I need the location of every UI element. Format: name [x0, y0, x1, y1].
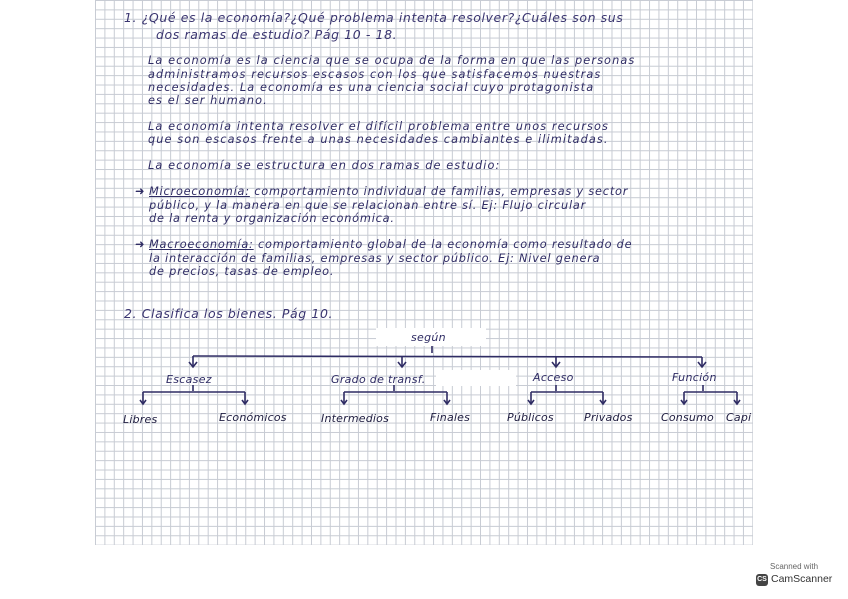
category-escasez: Escasez	[166, 373, 212, 386]
question-1-title-cont: dos ramas de estudio? Pág 10 - 18.	[156, 27, 398, 42]
scanner-caption: Scanned with	[770, 562, 819, 571]
category-funcion: Función	[672, 371, 717, 384]
camscanner-logo-icon: CS	[756, 574, 768, 586]
macro-line-1: comportamiento global de la economía como resultado de	[253, 238, 633, 251]
leaf-finales: Finales	[430, 411, 471, 424]
bullet-arrow-icon: ➜	[135, 238, 146, 251]
question-2-title: 2. Clasifica los bienes. Pág 10.	[124, 306, 334, 321]
paragraph-definition: La economía es la ciencia que se ocupa de la forma en que las personas	[148, 54, 636, 67]
term-microeconomia: Microeconomía:	[149, 185, 250, 198]
leaf-publicos: Públicos	[507, 411, 554, 424]
leaf-consumo: Consumo	[661, 411, 714, 424]
paragraph-problem: La economía intenta resolver el difícil problema entre unos recursos	[148, 120, 610, 133]
micro-line-1: comportamiento individual de familias, empresas y sector	[249, 185, 629, 198]
category-grado-transformacion: Grado de transf.	[331, 373, 426, 386]
term-macroeconomia: Macroeconomía:	[149, 238, 254, 251]
micro-line-3: de la renta y organización económica.	[149, 212, 395, 225]
macro-line-3: de precios, tasas de empleo.	[149, 265, 335, 278]
paragraph-problem: que son escasos frente a unas necesidades cambiantes e ilimitadas.	[148, 133, 609, 146]
paragraph-definition: es el ser humano.	[148, 94, 268, 107]
paragraph-definition: administramos recursos escasos con los que satisfacemos nuestras	[148, 68, 602, 81]
leaf-libres: Libres	[123, 413, 158, 426]
paragraph-definition: necesidades. La economía es una ciencia social cuyo protagonista	[148, 81, 595, 94]
scanner-name: CamScanner	[771, 573, 833, 585]
leaf-privados: Privados	[584, 411, 633, 424]
macro-line-2: la interacción de familias, empresas y sector público. Ej: Nivel genera	[149, 252, 601, 265]
micro-line-2: público, y la manera en que se relacionan entre sí. Ej: Flujo circular	[149, 199, 587, 212]
leaf-economicos: Económicos	[219, 411, 287, 424]
bullet-arrow-icon: ➜	[135, 185, 146, 198]
paragraph-branches: La economía se estructura en dos ramas de estudio:	[148, 159, 501, 172]
question-1-title: 1. ¿Qué es la economía?¿Qué problema intenta resolver?¿Cuáles son sus	[124, 10, 624, 25]
leaf-intermedios: Intermedios	[321, 412, 390, 425]
leaf-capital-cut: Capi	[726, 411, 752, 424]
category-acceso: Acceso	[533, 371, 574, 384]
diagram-root-label: según	[411, 331, 446, 344]
